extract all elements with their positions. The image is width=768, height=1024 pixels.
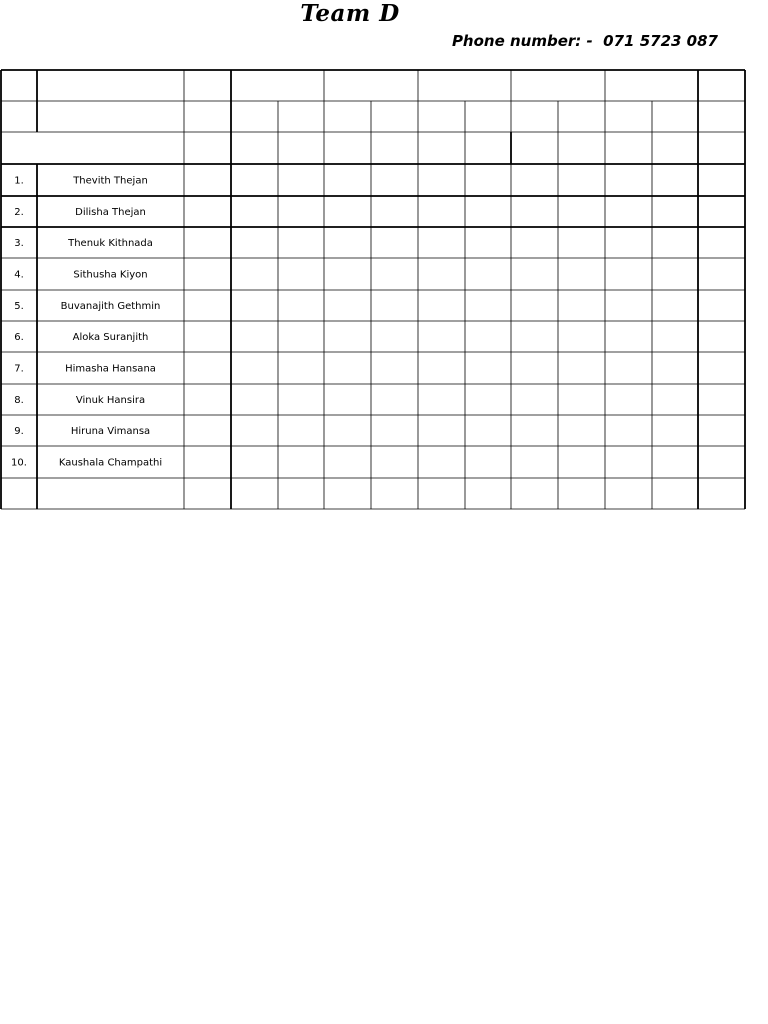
phone-number: Phone number: - 071 5723 087 <box>451 32 718 50</box>
roster-number: 10. <box>11 457 27 469</box>
roster-number: 4. <box>14 269 24 281</box>
roster-name: Kaushala Champathi <box>58 457 163 469</box>
roster-number: 8. <box>14 395 24 406</box>
roster-number: 1. <box>14 175 24 187</box>
roster-name: Vinuk Hansira <box>75 395 146 406</box>
roster-number: 2. <box>14 207 24 218</box>
roster-name: Himasha Hansana <box>65 363 156 375</box>
roster-name: Dilisha Thejan <box>75 207 146 218</box>
roster-name: Hiruna Vimansa <box>70 426 151 437</box>
page-title: Team D <box>300 0 400 27</box>
roster-name: Thevith Thejan <box>73 175 148 187</box>
roster-number: 9. <box>14 426 24 437</box>
roster-number: 5. <box>14 301 24 312</box>
roster-number: 7. <box>14 363 24 375</box>
roster-name: Aloka Suranjith <box>72 332 149 343</box>
roster-number: 3. <box>14 238 24 249</box>
roster-name: Sithusha Kiyon <box>73 269 148 281</box>
roster-name: Thenuk Kithnada <box>68 238 153 249</box>
roster-number: 6. <box>14 332 24 343</box>
roster-name: Buvanajith Gethmin <box>60 301 161 312</box>
